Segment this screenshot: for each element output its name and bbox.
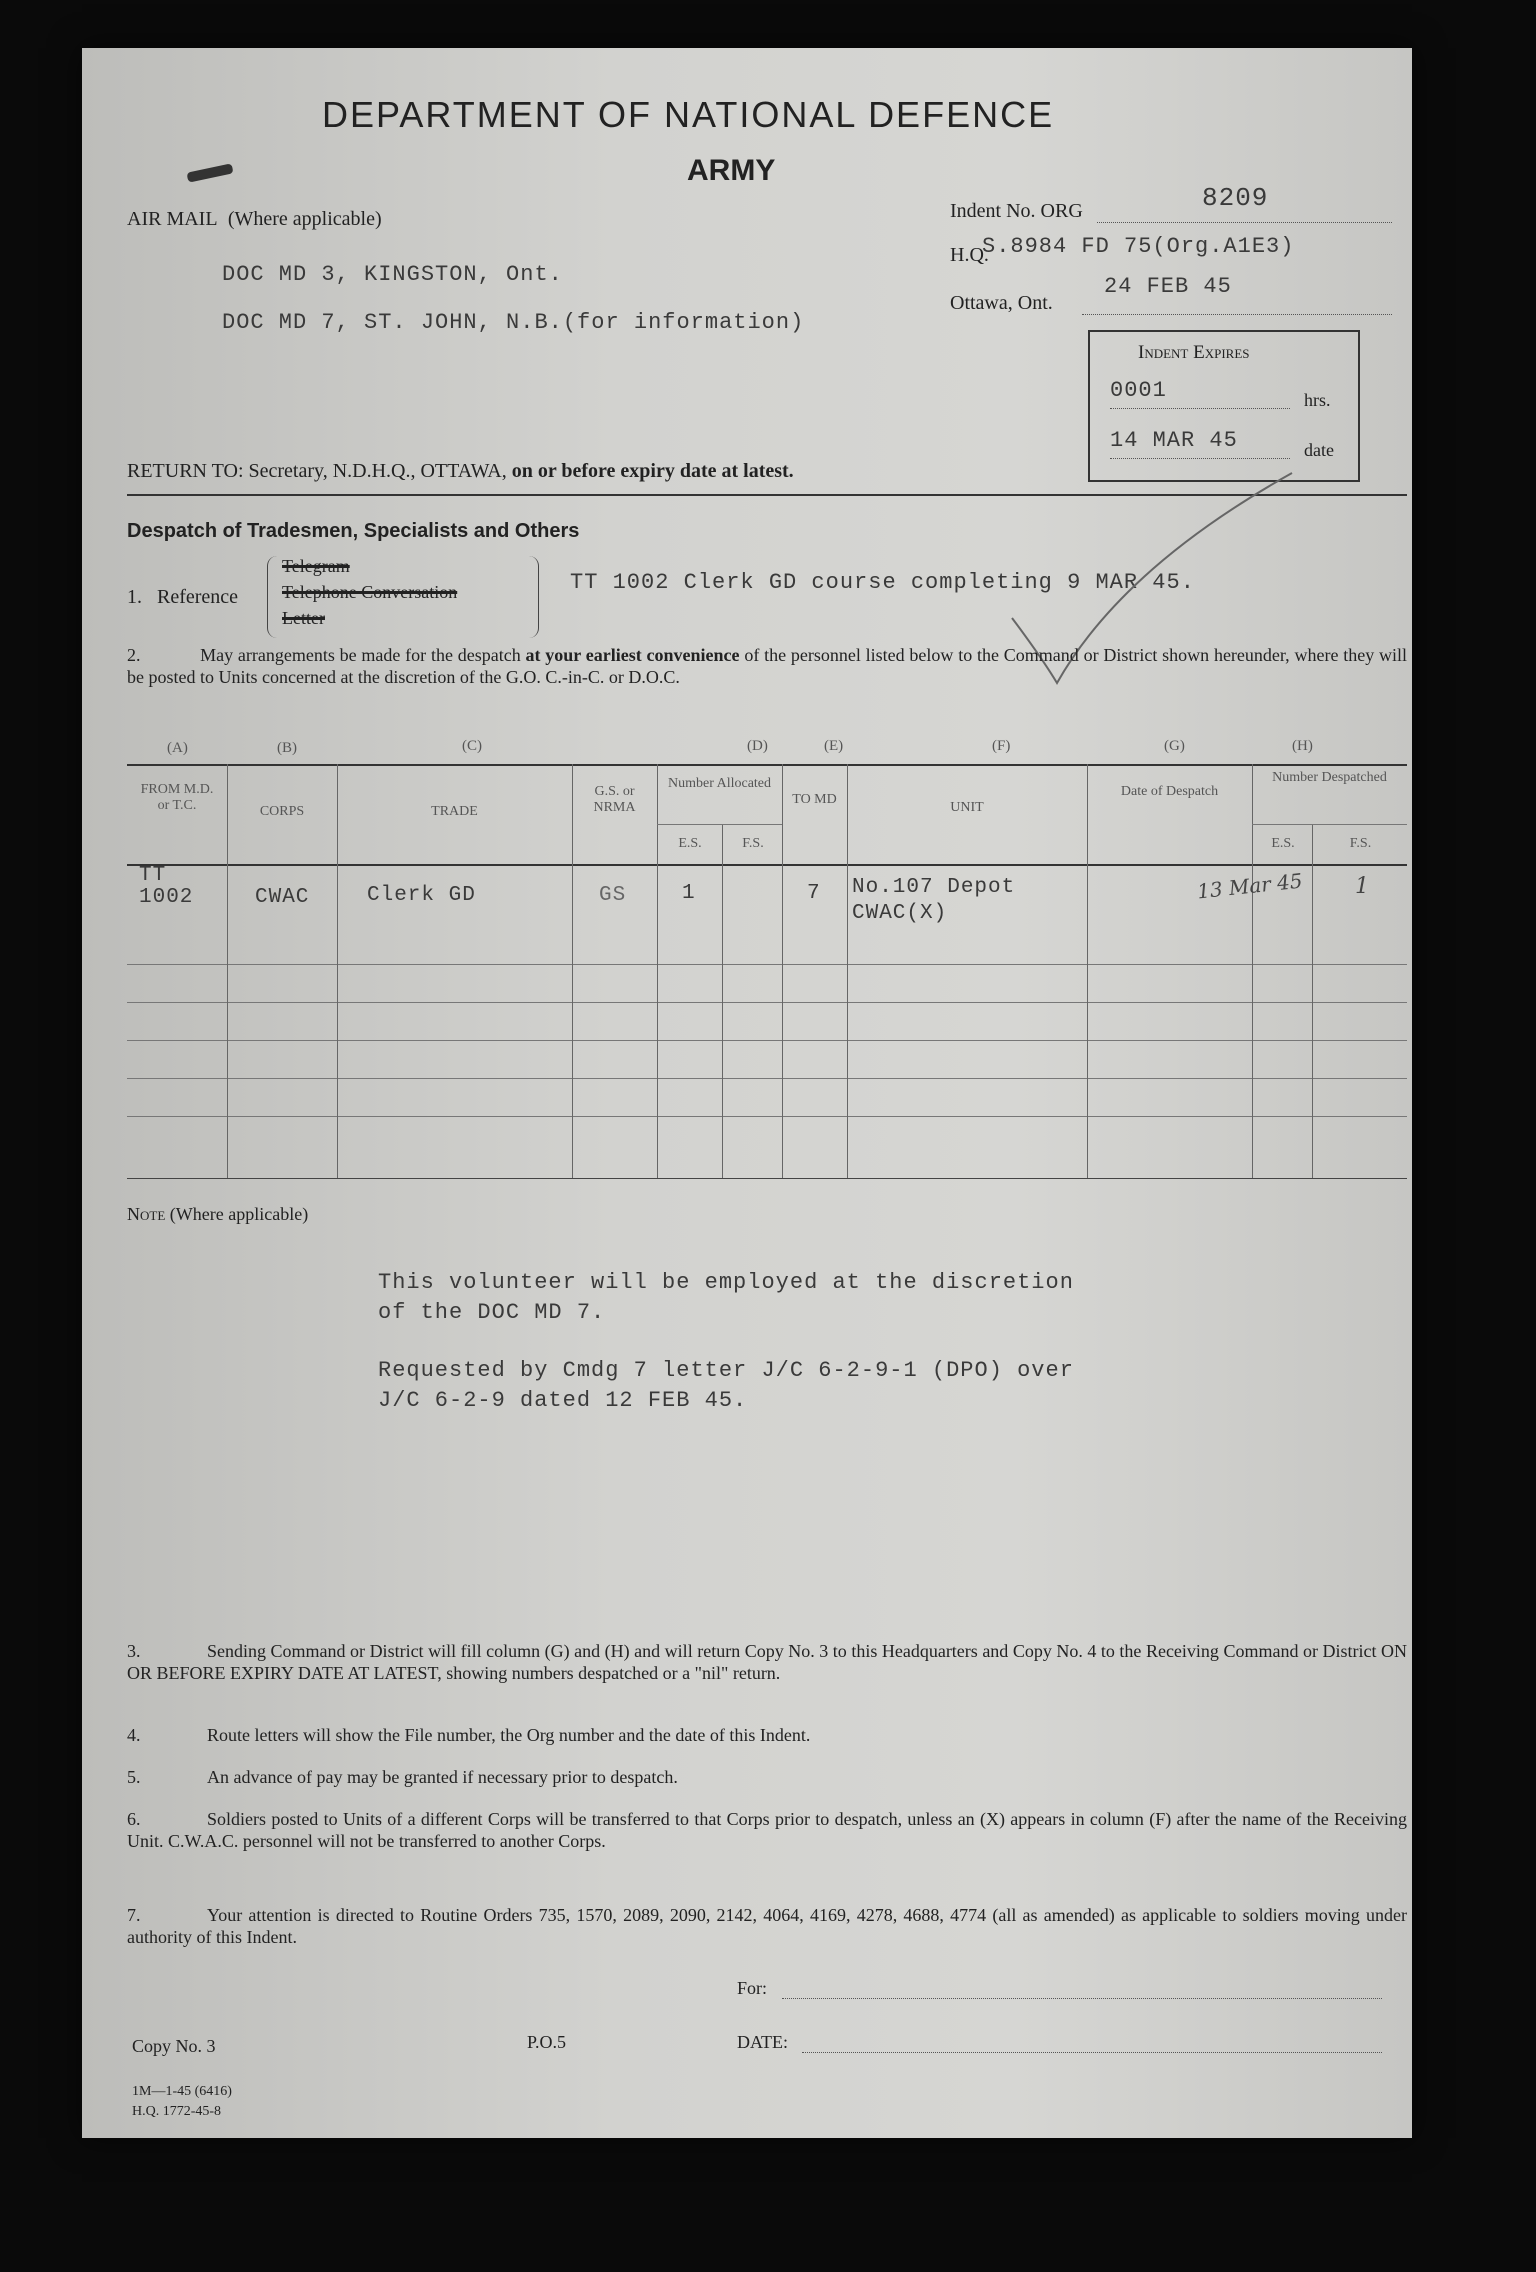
- return-to-label: RETURN TO:: [127, 460, 244, 482]
- col-letter-a: (A): [167, 740, 188, 756]
- expires-date-label: date: [1304, 440, 1334, 460]
- header-es: E.S.: [678, 836, 702, 851]
- date-underline: [802, 2052, 1382, 2053]
- instruction-4: [127, 1724, 1407, 1746]
- air-mail-label: AIR MAIL: [127, 208, 217, 230]
- col-letter-f: (F): [992, 738, 1011, 754]
- header-es2: E.S.: [1271, 836, 1295, 851]
- instruction-6: [127, 1808, 1407, 1852]
- note-sub: (Where applicable): [169, 1204, 309, 1224]
- cell-unit-b: CWAC(X): [852, 902, 948, 925]
- cell-date-despatch: 13 Mar 45: [1196, 868, 1304, 904]
- hq-label: H.Q.: [950, 244, 989, 266]
- hq-value: S.8984 FD 75(Org.A1E3): [982, 234, 1295, 259]
- indent-expires-title: Indent Expires: [1138, 342, 1250, 363]
- paragraph-2-text-a: May arrangements be made for the despatch: [200, 645, 521, 665]
- cell-from-b: 1002: [139, 886, 194, 909]
- instruction-7: [127, 1904, 1407, 1948]
- cell-unit-a: No.107 Depot: [852, 876, 1016, 899]
- for-underline: [782, 1998, 1382, 1999]
- cell-to-md: 7: [807, 882, 821, 905]
- expires-date-value: 14 MAR 45: [1110, 428, 1238, 453]
- note-line: [127, 1204, 308, 1225]
- expires-date-underline: [1110, 458, 1290, 459]
- reference-label: Reference: [157, 586, 239, 608]
- return-to-text: Secretary, N.D.H.Q., OTTAWA,: [248, 460, 507, 482]
- instruction-3: [127, 1640, 1407, 1684]
- instruction-3-num: 3.: [127, 1641, 141, 1661]
- pos-code: P.O.5: [527, 2032, 567, 2052]
- expires-hrs-label: hrs.: [1304, 390, 1331, 410]
- indent-expires-box: [1088, 330, 1360, 482]
- instruction-5-text: An advance of pay may be granted if necessary prior to despatch.: [207, 1767, 678, 1787]
- paragraph-2-num: 2.: [127, 645, 141, 665]
- addressee-1: DOC MD 3, KINGSTON, Ont.: [222, 262, 563, 287]
- reference-option-telegram: Telegram: [282, 556, 350, 576]
- col-letter-e: (E): [824, 738, 844, 754]
- reference-option-letter: Letter: [282, 608, 325, 628]
- header-unit: UNIT: [950, 800, 984, 815]
- form-code-1: 1M—1-45 (6416): [132, 2084, 232, 2099]
- note-text-2: of the DOC MD 7.: [378, 1300, 606, 1325]
- indent-no-value: 8209: [1202, 183, 1269, 213]
- instruction-6-num: 6.: [127, 1809, 141, 1829]
- return-to-bold: on or before expiry date at latest.: [511, 460, 794, 482]
- indent-date: 24 FEB 45: [1104, 274, 1232, 299]
- col-letter-h: (H): [1292, 738, 1313, 754]
- reference-value: TT 1002 Clerk GD course completing 9 MAR 45.: [570, 570, 1195, 595]
- document-page: [82, 48, 1412, 2138]
- note-label: Note: [127, 1204, 166, 1224]
- paragraph-2: [127, 644, 1407, 688]
- cell-es: 1: [682, 882, 696, 905]
- cell-gs: GS: [599, 884, 627, 907]
- col-letter-b: (B): [277, 740, 297, 756]
- header-fs2: F.S.: [1349, 836, 1372, 851]
- instruction-6-text: Soldiers posted to Units of a different Corps will be transferred to that Corps prior to despatch, unless an (X) appears in column (F) after the name of the Receiving Unit. C.W.A.C. personnel will not be transferred to another Corps.: [127, 1809, 1407, 1851]
- header-gs: G.S. or NRMA: [593, 784, 636, 815]
- header-date-despatch: Date of Despatch: [1120, 784, 1219, 799]
- air-mail-note: (Where applicable): [227, 208, 382, 230]
- ottawa-underline: [1082, 314, 1392, 315]
- date-label: DATE:: [737, 2032, 788, 2052]
- header-number-despatched: Number Despatched: [1272, 770, 1387, 785]
- col-letter-g: (G): [1164, 738, 1185, 754]
- instruction-3-text: Sending Command or District will fill column (G) and (H) and will return Copy No. 3 to this Headquarters and Copy No. 4 to the Receiving Command or District ON OR BEFORE EXPIRY DATE AT LATEST, showing numbers despatched or a "nil" return.: [127, 1641, 1407, 1683]
- instruction-5-num: 5.: [127, 1767, 141, 1787]
- form-code-2: H.Q. 1772-45-8: [132, 2104, 222, 2119]
- for-label: For:: [737, 1978, 768, 1998]
- header-number-allocated: Number Allocated: [667, 776, 772, 791]
- instruction-4-text: Route letters will show the File number, the Org number and the date of this Indent.: [207, 1725, 811, 1745]
- return-to-line: [127, 460, 794, 483]
- personnel-table: [127, 764, 1407, 1184]
- indent-no-label: Indent No. ORG: [950, 200, 1083, 222]
- instruction-7-text: Your attention is directed to Routine Orders 735, 1570, 2089, 2090, 2142, 4064, 4169, 4278, 4688, 4774 (all as amended) as applicable to soldiers moving under authority of this Indent.: [127, 1905, 1407, 1947]
- header-fs: F.S.: [742, 836, 764, 851]
- cell-from-a: TT: [139, 864, 167, 887]
- cell-despatched-es: 1: [1355, 874, 1369, 899]
- section-title: Despatch of Tradesmen, Specialists and Others: [127, 520, 580, 542]
- air-mail-line: [127, 208, 382, 231]
- header-trade: TRADE: [431, 804, 478, 819]
- note-text-4: J/C 6-2-9 dated 12 FEB 45.: [378, 1388, 748, 1413]
- army-title: ARMY: [687, 154, 776, 187]
- instruction-4-num: 4.: [127, 1725, 141, 1745]
- copy-number: Copy No. 3: [132, 2036, 216, 2056]
- pencil-mark: [186, 163, 233, 182]
- cell-corps: CWAC: [255, 886, 310, 909]
- instruction-7-num: 7.: [127, 1905, 141, 1925]
- instruction-5: [127, 1766, 1407, 1788]
- paragraph-2-text-b: of the personnel listed below to the Command or District shown hereunder, where they will be posted to Units concerned at the discretion of the G.O. C.-in-C. or D.O.C.: [127, 645, 1408, 687]
- indent-no-underline: [1097, 222, 1392, 223]
- addressee-2: DOC MD 7, ST. JOHN, N.B.(for information): [222, 310, 805, 335]
- header-to-md: TO MD: [792, 792, 837, 807]
- note-text-1: This volunteer will be employed at the discretion: [378, 1270, 1074, 1295]
- header-from: FROM M.D. or T.C.: [140, 782, 214, 813]
- ottawa-label: Ottawa, Ont.: [950, 292, 1053, 314]
- col-letter-c: (C): [462, 738, 482, 754]
- cell-trade: Clerk GD: [367, 884, 476, 907]
- reference-num: 1.: [127, 586, 142, 608]
- expires-hrs-underline: [1110, 408, 1290, 409]
- paragraph-2-bold: at your earliest convenience: [525, 645, 740, 665]
- note-text-3: Requested by Cmdg 7 letter J/C 6-2-9-1 (DPO) over: [378, 1358, 1074, 1383]
- col-letter-d: (D): [747, 738, 768, 754]
- header-corps: CORPS: [259, 804, 305, 819]
- expires-hrs-value: 0001: [1110, 378, 1167, 403]
- reference-option-telephone: Telephone Conversation: [282, 582, 458, 602]
- department-title: DEPARTMENT OF NATIONAL DEFENCE: [322, 94, 1055, 135]
